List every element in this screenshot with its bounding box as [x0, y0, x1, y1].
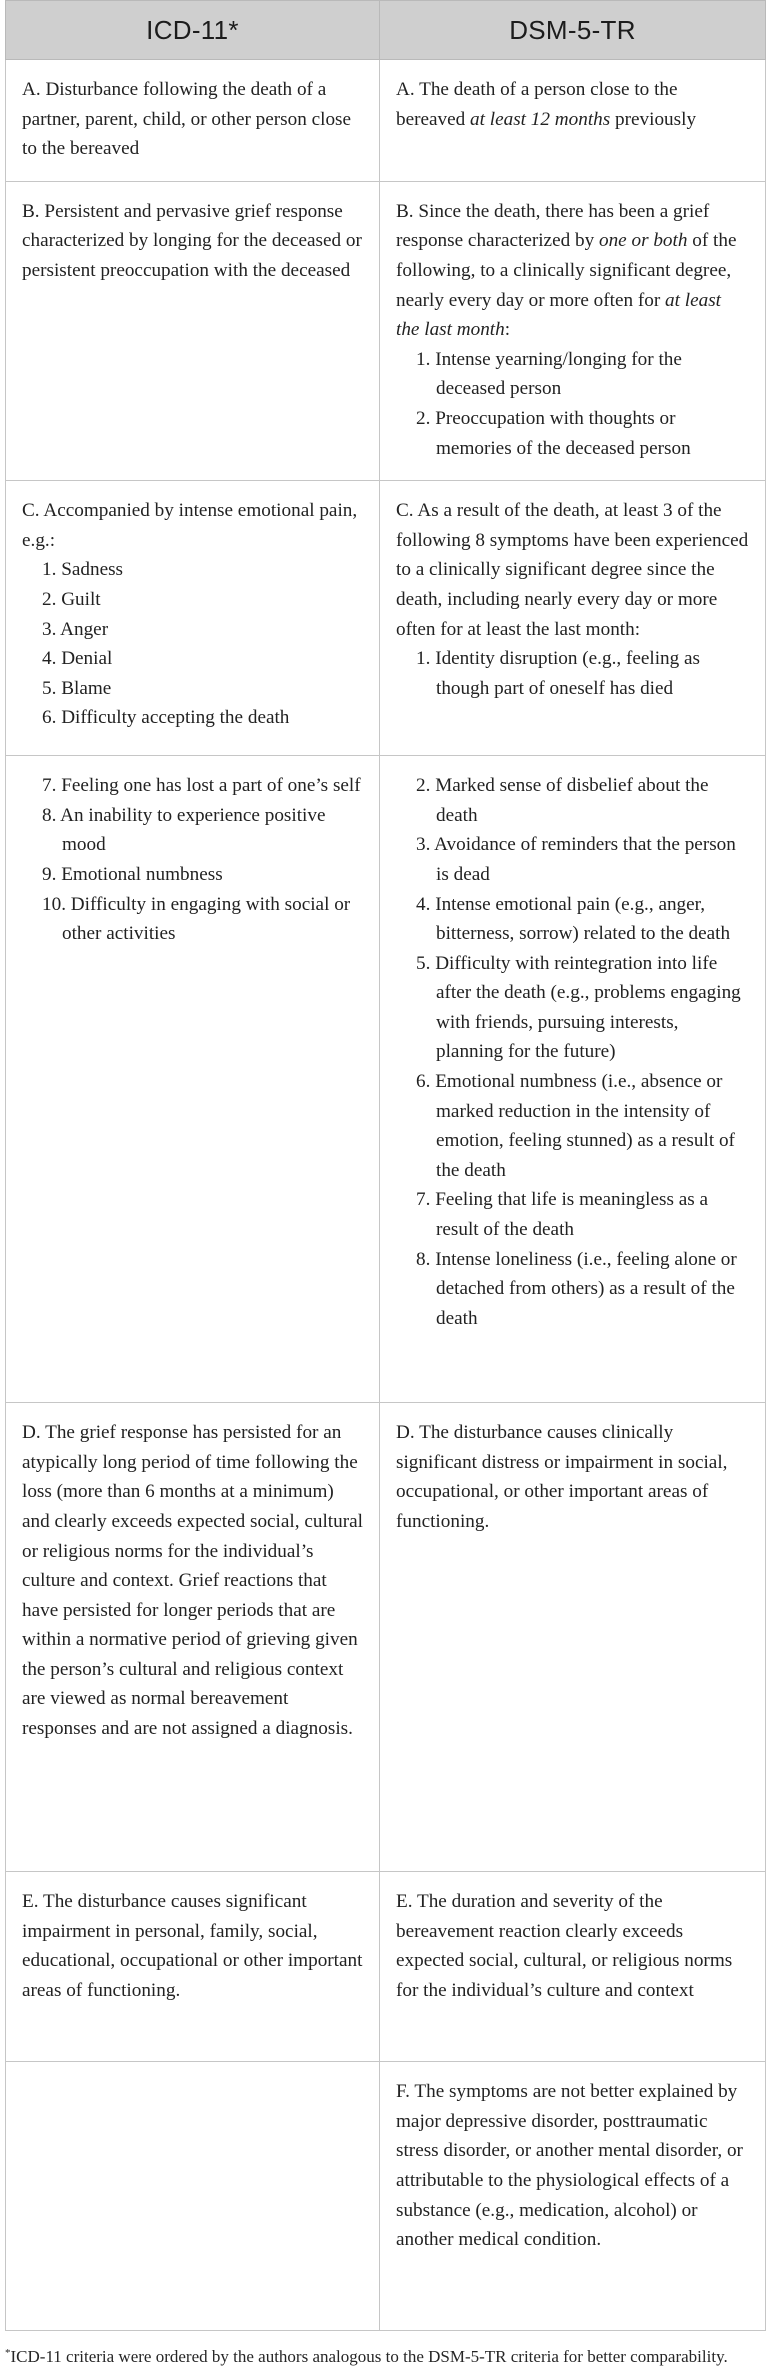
icd-cell-criterion-b: B. Persistent and pervasive grief response characterized by longing for the deceased or persistent preoccupation with the deceased: [6, 181, 380, 480]
table-row-criterion-c: [6, 481, 766, 756]
header-row: [6, 1, 766, 60]
dsm-c-list-item: 6. Emotional numbness (i.e., absence or marked reduction in the intensity of emotion, feeling stunned) as a result of the death: [416, 1071, 735, 1181]
icd-c-list-item: 5. Blame: [42, 677, 112, 699]
dsm-c-list-item: 3. Avoidance of reminders that the person is dead: [416, 834, 736, 885]
icd-c-list-item: 4. Denial: [42, 648, 113, 670]
table-header: [6, 1, 766, 60]
table-row-criterion-c-continued: [6, 756, 766, 1403]
footnote-marker: *: [5, 2347, 11, 2360]
table-row-criterion-f: [6, 2062, 766, 2331]
icd-c-intro: C. Accompanied by intense emotional pain, e.g.:: [22, 500, 358, 551]
column-header-icd11: ICD-11*: [6, 1, 380, 60]
icd-cell-criterion-a: A. Disturbance following the death of a partner, parent, child, or other person close to the bereaved: [6, 60, 380, 182]
table-row-criterion-d: [6, 1403, 766, 1872]
dsm-cell-criterion-f: F. The symptoms are not better explained by major depressive disorder, posttraumatic stress disorder, or another mental disorder, or attributable to the physiological effects of a substance (e.g., medication, alcohol) or another medical condition.: [380, 2062, 766, 2331]
dsm-b-list-item: 1. Intense yearning/longing for the deceased person: [416, 348, 682, 400]
table-row-criterion-b: [6, 181, 766, 480]
icd-c-list-item: 3. Anger: [42, 618, 109, 640]
icd-cell-criterion-c: [6, 481, 380, 756]
icd-cell-criterion-f-empty: [6, 2062, 380, 2331]
dsm-c-list-item: 8. Intense loneliness (i.e., feeling alone or detached from others) as a result of the death: [416, 1248, 737, 1329]
dsm-a-text-end: previously: [610, 108, 697, 130]
dsm-cell-criterion-b: [380, 181, 766, 480]
dsm-c-list-item: 1. Identity disruption (e.g., feeling as though part of oneself has died: [416, 648, 701, 699]
dsm-b-text-1: B. Since the death, there has been a grief response characterized by: [396, 200, 710, 252]
icd-c-list-item: 2. Guilt: [42, 588, 101, 610]
criteria-comparison-table: [5, 0, 766, 2331]
icd-c-list-item: 6. Difficulty accepting the death: [42, 707, 290, 729]
icd-c-list-item: 1. Sadness: [42, 559, 124, 581]
table-footnote: [5, 2341, 765, 2369]
dsm-cell-criterion-a: [380, 60, 766, 182]
icd-cell-criterion-e: E. The disturbance causes significant impairment in personal, family, social, educational, occupational or other important areas of functioning.: [6, 1872, 380, 2062]
dsm-cell-criterion-d: D. The disturbance causes clinically significant distress or impairment in social, occupational, or other important areas of functioning.: [380, 1403, 766, 1872]
dsm-b-list-item: 2. Preoccupation with thoughts or memories of the deceased person: [416, 407, 691, 459]
dsm-b-text-2: of the following, to a clinically significant degree, nearly every day or more often for: [396, 230, 737, 311]
dsm-c-list-item: 5. Difficulty with reintegration into life after the death (e.g., problems engaging with friends, pursuing interests, planning for the future): [416, 952, 741, 1063]
dsm-b-emphasis-1: one or both: [598, 230, 688, 252]
dsm-a-emphasis: at least 12 months: [470, 108, 611, 130]
icd-c-list-item: 9. Emotional numbness: [42, 863, 223, 885]
icd-cell-criterion-d: D. The grief response has persisted for an atypically long period of time following the loss (more than 6 months at a minimum) and clearly exceeds expected social, cultural or religious norms for the individual’s culture and context. Grief reactions that have persisted for longer periods that are within a normative period of grieving given the person’s cultural and religious context are viewed as normal bereavement responses and are not assigned a diagnosis.: [6, 1403, 380, 1872]
table-row-criterion-a: [6, 60, 766, 182]
dsm-cell-criterion-c-continued: [380, 756, 766, 1403]
dsm-c-intro: C. As a result of the death, at least 3 of the following 8 symptoms have been experienced to a clinically significant degree since the death, including nearly every day or more often for at least the last month:: [396, 500, 749, 640]
icd-c-list-item: 7. Feeling one has lost a part of one’s self: [42, 775, 361, 797]
dsm-a-text-start: A. The death of a person close to the bereaved: [396, 79, 678, 130]
dsm-c-list-item: 2. Marked sense of disbelief about the death: [416, 775, 709, 826]
column-header-dsm5tr: DSM-5-TR: [380, 1, 766, 60]
dsm-c-list-item: 7. Feeling that life is meaningless as a result of the death: [416, 1189, 709, 1241]
dsm-cell-criterion-c: [380, 481, 766, 756]
icd-c-list-item: 10. Difficulty in engaging with social or other activities: [42, 893, 351, 945]
table-row-criterion-e: [6, 1872, 766, 2062]
dsm-b-emphasis-2: at least the last month: [396, 289, 722, 341]
dsm-cell-criterion-e: E. The duration and severity of the bereavement reaction clearly exceeds expected social, cultural, or religious norms for the individual’s culture and context: [380, 1872, 766, 2062]
icd-c-list-item: 8. An inability to experience positive mood: [42, 804, 326, 856]
dsm-c-list-item: 4. Intense emotional pain (e.g., anger, bitterness, sorrow) related to the death: [416, 893, 731, 945]
dsm-b-text-3: :: [504, 319, 511, 341]
footnote-text: ICD-11 criteria were ordered by the authors analogous to the DSM-5-TR criteria for better comparability.: [10, 2347, 728, 2367]
icd-cell-criterion-c-continued: [6, 756, 380, 1403]
